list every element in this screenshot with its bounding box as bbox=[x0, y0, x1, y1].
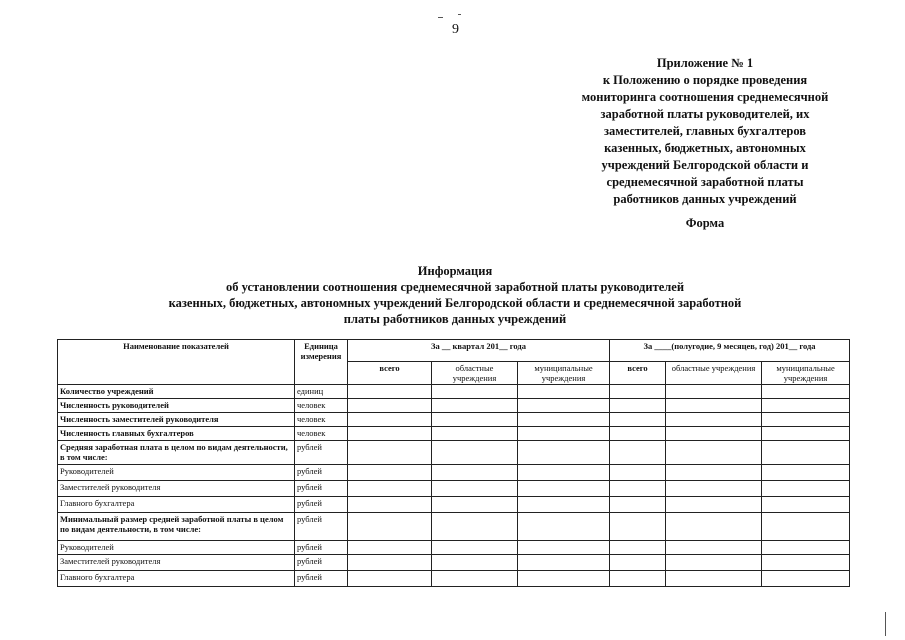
appendix-line: учреждений Белгородской области и bbox=[601, 158, 809, 172]
title-line: об установлении соотношения среднемесячной заработной платы руководителей bbox=[225, 280, 685, 294]
cell-input[interactable] bbox=[348, 427, 432, 441]
cell-input[interactable] bbox=[762, 465, 850, 481]
cell-input[interactable] bbox=[762, 441, 850, 465]
cell-input[interactable] bbox=[666, 399, 762, 413]
subheader-total: всего bbox=[348, 362, 432, 385]
subheader-regional: областные учреждения bbox=[666, 362, 762, 385]
cell-input[interactable] bbox=[518, 481, 610, 497]
table-row bbox=[58, 465, 850, 481]
cell-input[interactable] bbox=[432, 385, 518, 399]
row-unit: человек bbox=[295, 399, 348, 413]
header-period-quarter: За __ квартал 201__ года bbox=[348, 340, 610, 362]
title-line: Информация bbox=[417, 264, 493, 278]
appendix-line: мониторинга соотношения среднемесячной bbox=[581, 90, 829, 104]
cell-input[interactable] bbox=[762, 541, 850, 555]
cell-input[interactable] bbox=[762, 399, 850, 413]
cell-input[interactable] bbox=[348, 555, 432, 571]
cell-input[interactable] bbox=[666, 481, 762, 497]
table-row bbox=[58, 399, 850, 413]
cell-input[interactable] bbox=[762, 427, 850, 441]
cell-input[interactable] bbox=[518, 385, 610, 399]
page-number: 9 bbox=[452, 22, 459, 37]
cell-input[interactable] bbox=[666, 541, 762, 555]
row-name: Заместителей руководителя bbox=[58, 555, 295, 571]
subheader-total: всего bbox=[610, 362, 666, 385]
cell-input[interactable] bbox=[432, 413, 518, 427]
appendix-line: к Положению о порядке проведения bbox=[602, 73, 808, 87]
document-title bbox=[60, 263, 850, 327]
scan-speck bbox=[438, 17, 443, 18]
cell-input[interactable] bbox=[432, 541, 518, 555]
cell-input[interactable] bbox=[518, 541, 610, 555]
row-name: Численность заместителей руководителя bbox=[58, 413, 295, 427]
row-unit: человек bbox=[295, 427, 348, 441]
row-name: Руководителей bbox=[58, 465, 295, 481]
cell-input[interactable] bbox=[348, 497, 432, 513]
report-table bbox=[57, 339, 850, 587]
cell-input[interactable] bbox=[348, 399, 432, 413]
cell-input[interactable] bbox=[518, 555, 610, 571]
cell-input[interactable] bbox=[666, 571, 762, 587]
row-name: Главного бухгалтера bbox=[58, 497, 295, 513]
cell-input[interactable] bbox=[666, 497, 762, 513]
cell-input[interactable] bbox=[610, 385, 666, 399]
subheader-municipal: муниципальные учреждения bbox=[518, 362, 610, 385]
cell-input[interactable] bbox=[518, 441, 610, 465]
cell-input[interactable] bbox=[610, 513, 666, 541]
form-label: Форма bbox=[685, 216, 725, 230]
row-unit: рублей bbox=[295, 441, 348, 465]
appendix-line: работников данных учреждений bbox=[613, 192, 797, 206]
cell-input[interactable] bbox=[610, 481, 666, 497]
row-name: Руководителей bbox=[58, 541, 295, 555]
title-line: платы работников данных учреждений bbox=[343, 312, 567, 326]
row-unit: рублей bbox=[295, 555, 348, 571]
cell-input[interactable] bbox=[666, 427, 762, 441]
cell-input[interactable] bbox=[432, 497, 518, 513]
title-line: казенных, бюджетных, автономных учреждений Белгородской области и среднемесячной заработной bbox=[168, 296, 742, 310]
cell-input[interactable] bbox=[666, 441, 762, 465]
row-name: Численность главных бухгалтеров bbox=[58, 427, 295, 441]
cell-input[interactable] bbox=[762, 571, 850, 587]
cell-input[interactable] bbox=[762, 413, 850, 427]
row-name: Численность руководителей bbox=[58, 399, 295, 413]
cell-input[interactable] bbox=[666, 513, 762, 541]
appendix-line: казенных, бюджетных, автономных bbox=[604, 141, 806, 155]
row-unit: рублей bbox=[295, 481, 348, 497]
cell-input[interactable] bbox=[432, 571, 518, 587]
row-unit: единиц bbox=[295, 385, 348, 399]
header-period-cumulative: За ____(полугодие, 9 месяцев, год) 201__ года bbox=[610, 340, 850, 362]
table-row bbox=[58, 571, 850, 587]
cell-input[interactable] bbox=[432, 481, 518, 497]
cell-input[interactable] bbox=[762, 513, 850, 541]
cell-input[interactable] bbox=[610, 541, 666, 555]
appendix-header bbox=[560, 55, 850, 208]
cell-input[interactable] bbox=[518, 413, 610, 427]
cell-input[interactable] bbox=[666, 555, 762, 571]
cell-input[interactable] bbox=[762, 497, 850, 513]
cell-input[interactable] bbox=[518, 571, 610, 587]
row-name: Главного бухгалтера bbox=[58, 571, 295, 587]
cell-input[interactable] bbox=[762, 555, 850, 571]
row-name: Минимальный размер средней заработной платы в целом по видам деятельности, в том числе: bbox=[58, 513, 295, 541]
cell-input[interactable] bbox=[432, 465, 518, 481]
cell-input[interactable] bbox=[432, 427, 518, 441]
subheader-regional: областные учреждения bbox=[432, 362, 518, 385]
row-unit: рублей bbox=[295, 513, 348, 541]
header-row bbox=[58, 340, 850, 362]
subheader-municipal: муниципальные учреждения bbox=[762, 362, 850, 385]
scan-speck bbox=[885, 612, 886, 636]
table-row bbox=[58, 385, 850, 399]
header-unit: Единица измерения bbox=[295, 340, 348, 385]
cell-input[interactable] bbox=[610, 427, 666, 441]
cell-input[interactable] bbox=[348, 441, 432, 465]
cell-input[interactable] bbox=[666, 465, 762, 481]
table-row bbox=[58, 413, 850, 427]
cell-input[interactable] bbox=[610, 497, 666, 513]
cell-input[interactable] bbox=[432, 555, 518, 571]
cell-input[interactable] bbox=[348, 413, 432, 427]
cell-input[interactable] bbox=[518, 427, 610, 441]
table-row bbox=[58, 481, 850, 497]
cell-input[interactable] bbox=[348, 385, 432, 399]
row-unit: рублей bbox=[295, 497, 348, 513]
table-row bbox=[58, 541, 850, 555]
row-unit: рублей bbox=[295, 465, 348, 481]
row-name: Средняя заработная плата в целом по видам деятельности, в том числе: bbox=[58, 441, 295, 465]
cell-input[interactable] bbox=[518, 399, 610, 413]
cell-input[interactable] bbox=[348, 571, 432, 587]
cell-input[interactable] bbox=[610, 465, 666, 481]
row-unit: рублей bbox=[295, 541, 348, 555]
row-unit: рублей bbox=[295, 571, 348, 587]
appendix-line: заработной платы руководителей, их bbox=[600, 107, 810, 121]
cell-input[interactable] bbox=[610, 571, 666, 587]
scan-speck bbox=[458, 14, 461, 15]
cell-input[interactable] bbox=[348, 541, 432, 555]
cell-input[interactable] bbox=[762, 385, 850, 399]
cell-input[interactable] bbox=[762, 481, 850, 497]
cell-input[interactable] bbox=[518, 465, 610, 481]
cell-input[interactable] bbox=[432, 513, 518, 541]
appendix-line: Приложение № 1 bbox=[656, 56, 754, 70]
table-row bbox=[58, 441, 850, 465]
cell-input[interactable] bbox=[432, 441, 518, 465]
cell-input[interactable] bbox=[666, 413, 762, 427]
table-row bbox=[58, 555, 850, 571]
appendix-line: среднемесячной заработной платы bbox=[606, 175, 804, 189]
row-unit: человек bbox=[295, 413, 348, 427]
table-row bbox=[58, 427, 850, 441]
cell-input[interactable] bbox=[348, 513, 432, 541]
cell-input[interactable] bbox=[610, 413, 666, 427]
cell-input[interactable] bbox=[610, 555, 666, 571]
cell-input[interactable] bbox=[610, 441, 666, 465]
table-row bbox=[58, 497, 850, 513]
cell-input[interactable] bbox=[666, 385, 762, 399]
cell-input[interactable] bbox=[518, 513, 610, 541]
cell-input[interactable] bbox=[348, 481, 432, 497]
row-name: Заместителей руководителя bbox=[58, 481, 295, 497]
cell-input[interactable] bbox=[518, 497, 610, 513]
cell-input[interactable] bbox=[432, 399, 518, 413]
appendix-line: заместителей, главных бухгалтеров bbox=[603, 124, 807, 138]
row-name: Количество учреждений bbox=[58, 385, 295, 399]
table-row bbox=[58, 513, 850, 541]
cell-input[interactable] bbox=[348, 465, 432, 481]
cell-input[interactable] bbox=[610, 399, 666, 413]
header-name: Наименование показателей bbox=[58, 340, 295, 385]
